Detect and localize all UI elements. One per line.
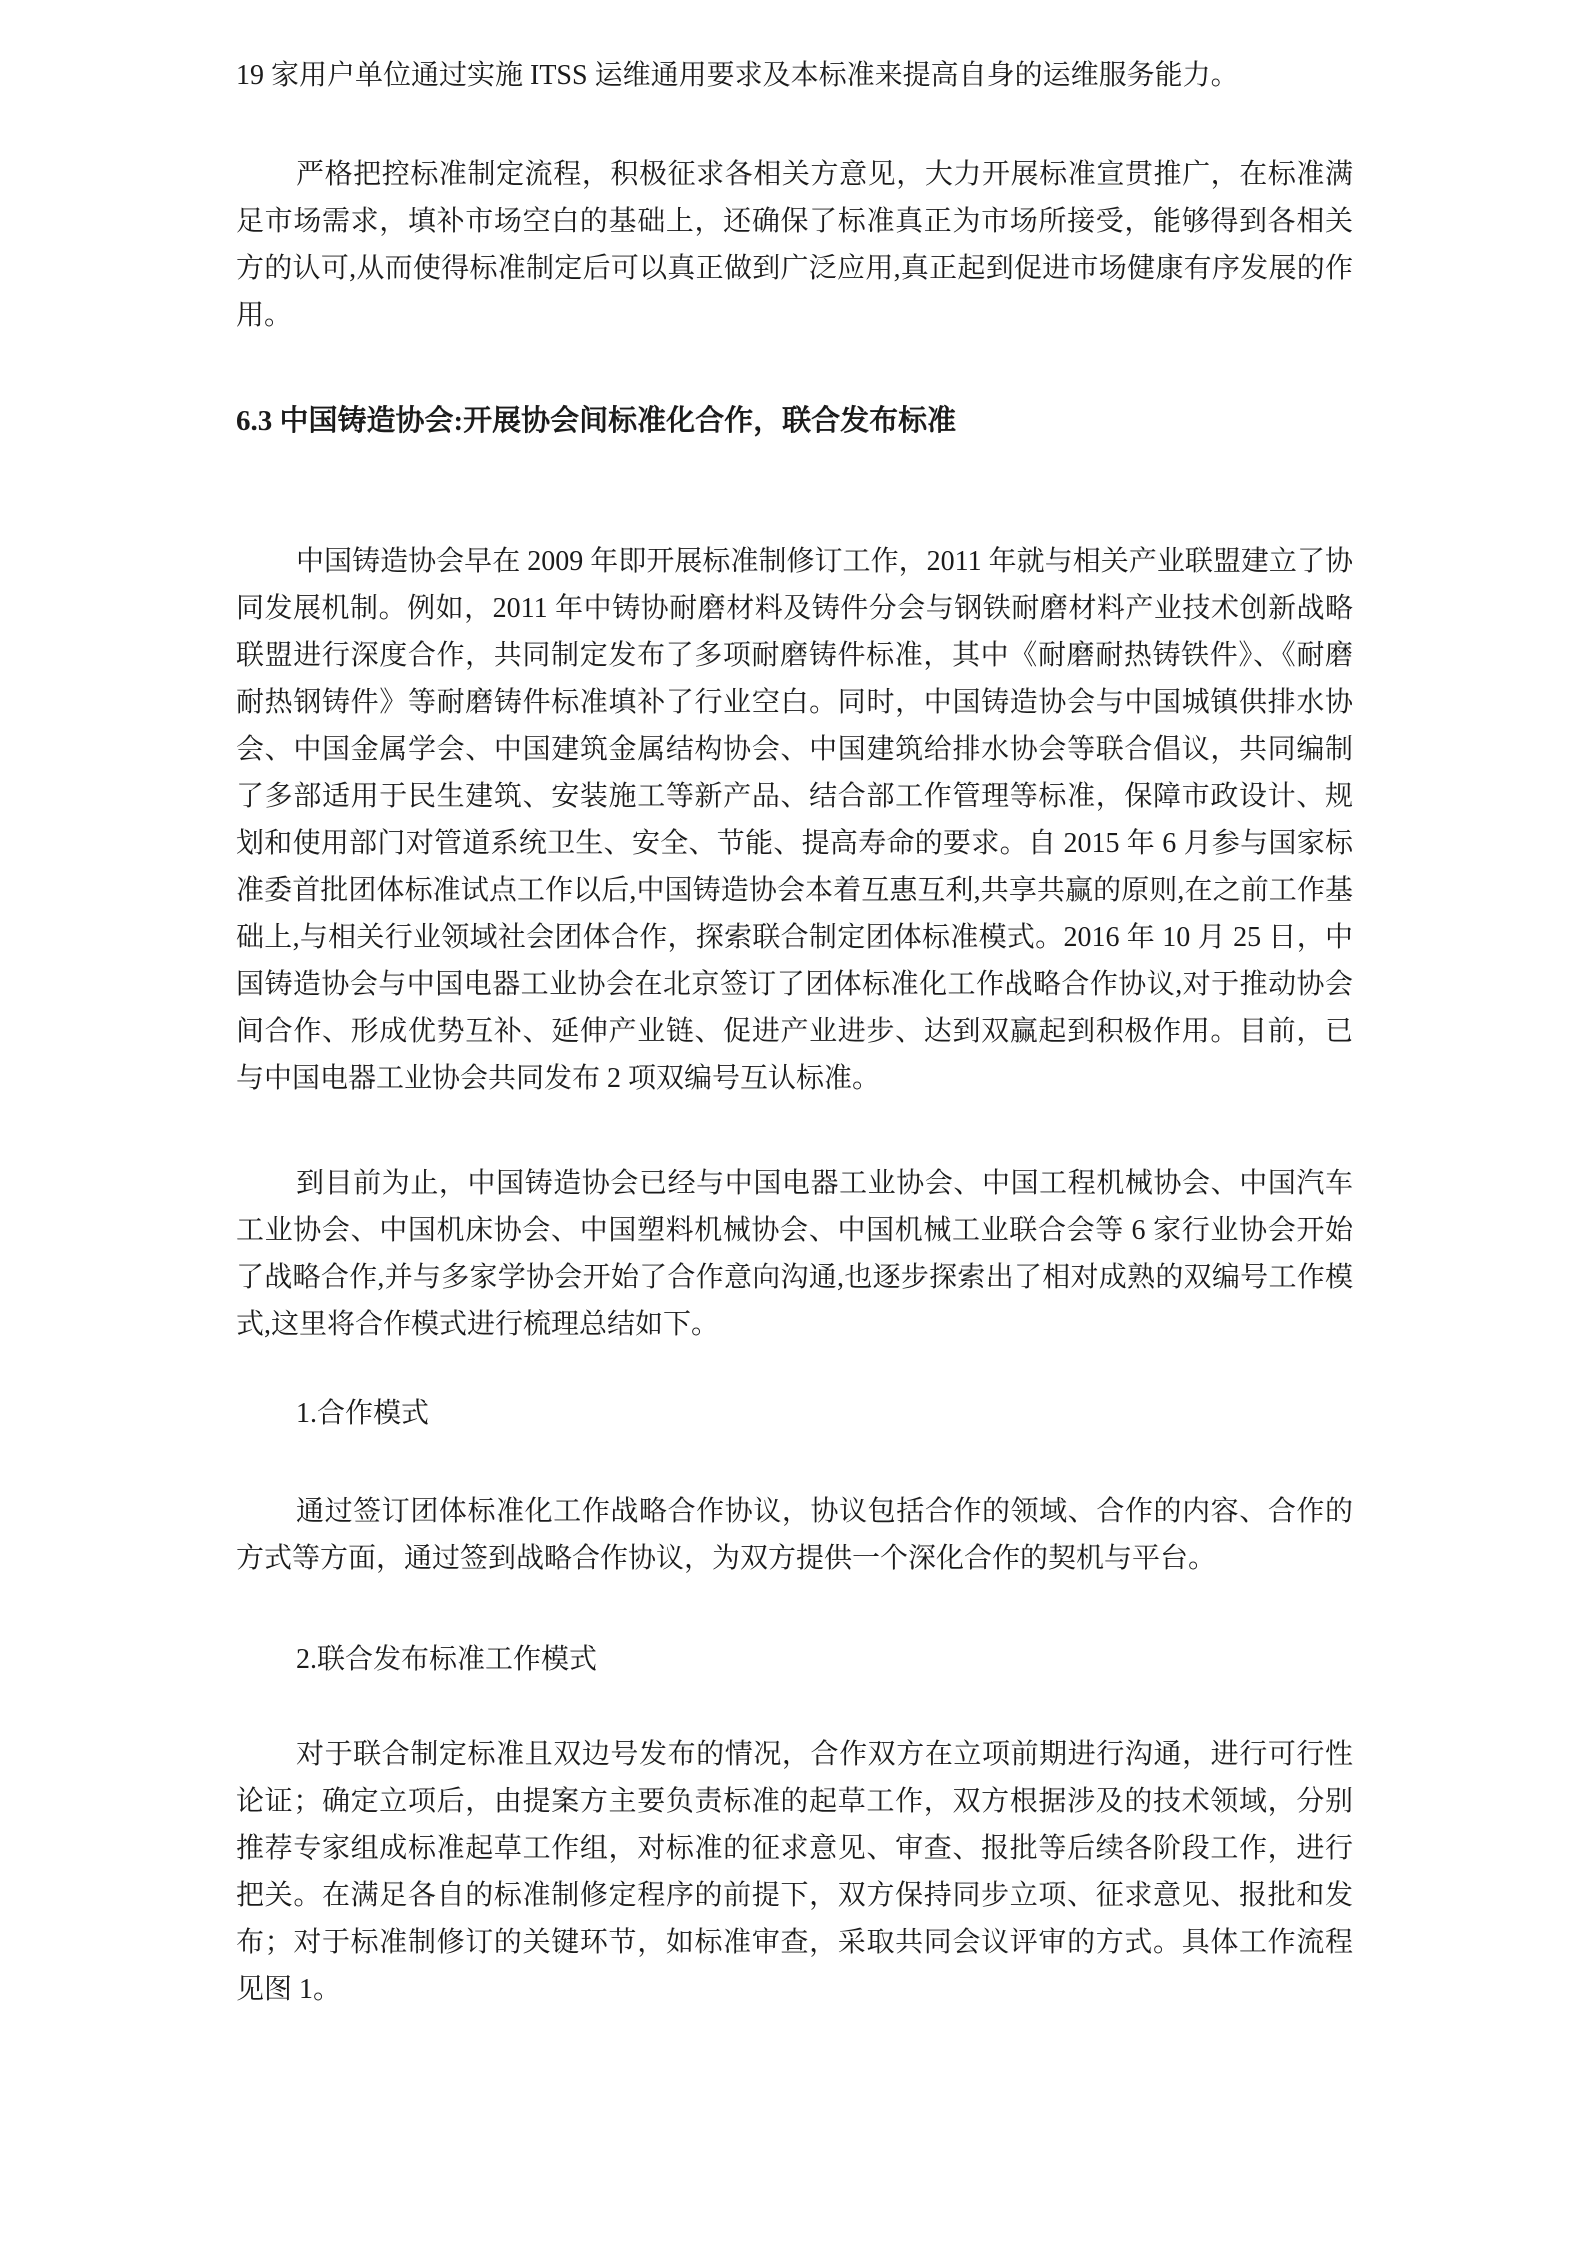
document-content (236, 0, 1353, 2013)
paragraph-standard-process: 严格把控标准制定流程，积极征求各相关方意见，大力开展标准宣贯推广，在标准满足市场需求，填补市场空白的基础上，还确保了标准真正为市场所接受，能够得到各相关方的认可,从而使得标准制定后可以真正做到广泛应用,真正起到促进市场健康有序发展的作用。 (236, 159, 1353, 331)
sub-heading-cooperation-mode: 1.合作模式 (296, 1398, 430, 1429)
paragraph-continuation: 19 家用户单位通过实施 ITSS 运维通用要求及本标准来提高自身的运维服务能力。 (236, 60, 1239, 91)
sub-heading-joint-release-mode: 2.联合发布标准工作模式 (296, 1644, 598, 1675)
paragraph-foundry-association-history: 中国铸造协会早在 2009 年即开展标准制修订工作，2011 年就与相关产业联盟建立了协同发展机制。例如，2011 年中铸协耐磨材料及铸件分会与钢铁耐磨材料产业技术创新战略联盟进行深度合作，共同制定发布了多项耐磨铸件标准，其中《耐磨耐热铸铁件》、《耐磨耐热钢铸件》等耐磨铸件标准填补了行业空白。同时，中国铸造协会与中国城镇供排水协会、中国金属学会、中国建筑金属结构协会、中国建筑给排水协会等联合倡议，共同编制了多部适用于民生建筑、安装施工等新产品、结合部工作管理等标准，保障市政设计、规划和使用部门对管道系统卫生、安全、节能、提高寿命的要求。自 2015 年 6 月参与国家标准委首批团体标准试点工作以后,中国铸造协会本着互惠互利,共享共赢的原则,在之前工作基础上,与相关行业领域社会团体合作，探索联合制定团体标准模式。2016 年 10 月 25 日，中国铸造协会与中国电器工业协会在北京签订了团体标准化工作战略合作协议,对于推动协会间合作、形成优势互补、延伸产业链、促进产业进步、达到双赢起到积极作用。目前，已与中国电器工业协会共同发布 2 项双编号互认标准。 (236, 546, 1353, 1094)
paragraph-cooperation-mode-detail: 通过签订团体标准化工作战略合作协议，协议包括合作的领域、合作的内容、合作的方式等方面，通过签到战略合作协议，为双方提供一个深化合作的契机与平台。 (236, 1496, 1353, 1574)
paragraph-cooperation-summary: 到目前为止，中国铸造协会已经与中国电器工业协会、中国工程机械协会、中国汽车工业协会、中国机床协会、中国塑料机械协会、中国机械工业联合会等 6 家行业协会开始了战略合作,并与多家学协会开始了合作意向沟通,也逐步探索出了相对成熟的双编号工作模式,这里将合作模式进行梳理总结如下。 (236, 1168, 1353, 1340)
section-heading-6-3: 6.3 中国铸造协会:开展协会间标准化合作，联合发布标准 (236, 405, 957, 437)
paragraph-joint-release-detail: 对于联合制定标准且双边号发布的情况，合作双方在立项前期进行沟通，进行可行性论证；确定立项后，由提案方主要负责标准的起草工作，双方根据涉及的技术领域，分别推荐专家组成标准起草工作组，对标准的征求意见、审查、报批等后续各阶段工作，进行把关。在满足各自的标准制修定程序的前提下，双方保持同步立项、征求意见、报批和发布；对于标准制修订的关键环节，如标准审查，采取共同会议评审的方式。具体工作流程见图 1。 (236, 1739, 1353, 2005)
